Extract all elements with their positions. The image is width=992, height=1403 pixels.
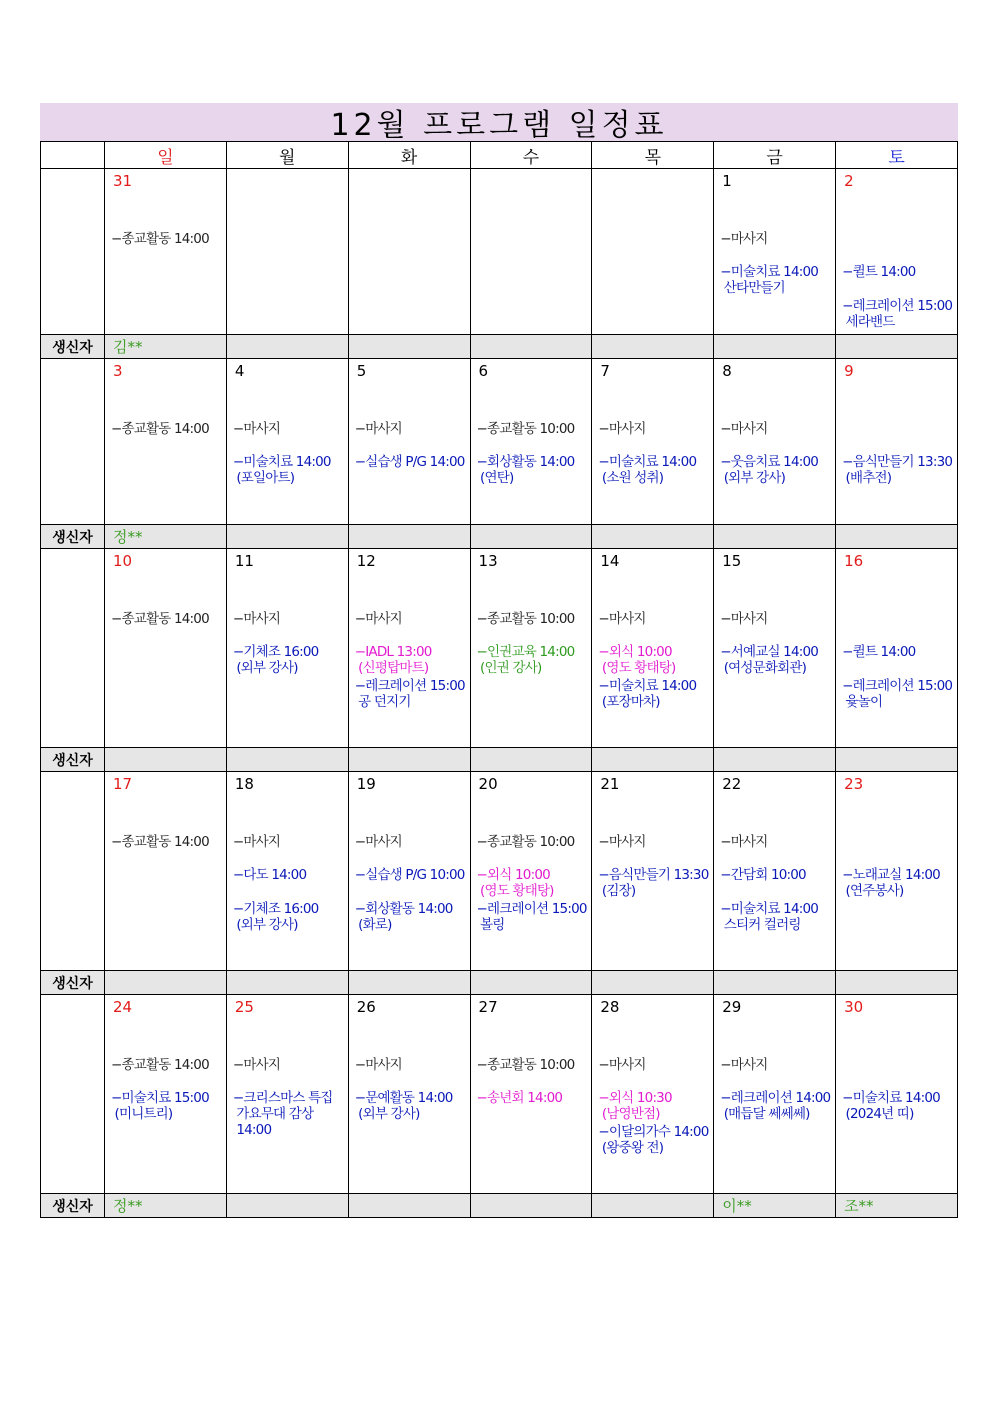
birthday-row	[41, 1194, 958, 1218]
week-label-cell	[41, 772, 105, 971]
birthday-cell	[226, 971, 348, 995]
page-title: 12월 프로그램 일정표	[40, 103, 958, 141]
event-item: −마사지	[232, 1057, 281, 1073]
birthday-cell	[714, 971, 836, 995]
day-cell	[226, 995, 348, 1194]
birthday-name: 김**	[113, 338, 143, 356]
day-number: 9	[844, 362, 854, 380]
day-number: 20	[478, 775, 498, 793]
day-cell	[348, 549, 470, 748]
birthday-cell	[714, 525, 836, 549]
event-item: −외식 10:30 (남영반점)	[598, 1090, 672, 1122]
day-cell	[105, 169, 227, 335]
birthday-label: 생신자	[41, 748, 105, 772]
day-cell	[105, 995, 227, 1194]
day-number: 12	[356, 552, 376, 570]
event-item: −마사지	[720, 231, 768, 247]
day-cell	[592, 359, 714, 525]
day-number: 26	[356, 998, 376, 1016]
birthday-name	[836, 528, 844, 546]
event-item: −종교활동 10:00	[476, 611, 575, 627]
day-cell	[592, 772, 714, 971]
day-cell	[714, 359, 836, 525]
event-item: −마사지	[598, 421, 646, 437]
event-item: −외식 10:00 (영도 황태탕)	[476, 867, 554, 899]
weekday-fri: 금	[714, 142, 836, 169]
day-number: 11	[234, 552, 254, 570]
event-item: −웃음치료 14:00 (외부 강사)	[720, 454, 819, 486]
event-item: −마사지	[720, 611, 768, 627]
day-number: 25	[234, 998, 254, 1016]
event-item: −인권교육 14:00 (인권 강사)	[476, 644, 575, 676]
weekday-tue: 화	[348, 142, 470, 169]
week-row	[41, 772, 958, 971]
day-cell	[714, 169, 836, 335]
weekday-mon: 월	[226, 142, 348, 169]
day-cell	[592, 549, 714, 748]
day-number: 3	[113, 362, 123, 380]
day-cell	[470, 772, 592, 971]
birthday-cell	[105, 335, 227, 359]
event-item: −레크레이션 15:00 공 던지기	[354, 678, 465, 710]
event-item: −기체조 16:00 (외부 강사)	[232, 901, 319, 933]
day-number: 6	[478, 362, 489, 380]
event-item: −송년회 14:00	[476, 1090, 563, 1106]
birthday-cell	[105, 525, 227, 549]
weekday-sun: 일	[105, 142, 227, 169]
birthday-name	[105, 751, 113, 769]
day-cell	[105, 359, 227, 525]
birthday-name	[227, 528, 235, 546]
day-number: 30	[844, 998, 864, 1016]
birthday-name	[105, 974, 113, 992]
birthday-cell	[348, 1194, 470, 1218]
event-item: −종교활동 14:00	[111, 611, 209, 627]
birthday-name	[349, 1197, 357, 1215]
birthday-cell	[470, 1194, 592, 1218]
day-number: 13	[478, 552, 498, 570]
day-cell	[714, 995, 836, 1194]
event-item: −레크레이션 14:00 (매듭달 쎄쎄쎄)	[720, 1090, 831, 1122]
birthday-name	[714, 528, 722, 546]
day-number: 2	[844, 172, 854, 190]
day-cell	[105, 772, 227, 971]
birthday-name	[227, 1197, 235, 1215]
day-cell	[836, 772, 958, 971]
day-cell	[226, 359, 348, 525]
day-cell	[592, 995, 714, 1194]
birthday-name	[592, 338, 600, 356]
week-label-cell	[41, 359, 105, 525]
day-number: 15	[722, 552, 742, 570]
event-item: −실습생 P/G 10:00	[354, 867, 465, 883]
event-item: −크리스마스 특집 가요무대 감상 14:00	[232, 1090, 333, 1138]
birthday-name	[349, 338, 357, 356]
birthday-cell	[105, 748, 227, 772]
birthday-cell	[105, 971, 227, 995]
day-number: 5	[356, 362, 367, 380]
birthday-name	[836, 338, 844, 356]
birthday-cell	[226, 1194, 348, 1218]
event-item: −마사지	[598, 611, 646, 627]
event-item: −종교활동 10:00	[476, 1057, 575, 1073]
event-item: −마사지	[720, 421, 768, 437]
week-row	[41, 995, 958, 1194]
birthday-cell	[592, 971, 714, 995]
event-item: −미술치료 14:00 (포일아트)	[232, 454, 331, 486]
event-item: −마사지	[354, 1057, 402, 1073]
day-cell	[836, 995, 958, 1194]
event-item: −퀼트 14:00	[842, 644, 916, 660]
birthday-name	[714, 338, 722, 356]
day-number: 23	[844, 775, 864, 793]
birthday-cell	[226, 335, 348, 359]
birthday-cell	[470, 748, 592, 772]
event-item: −회상활동 14:00 (화로)	[354, 901, 453, 933]
birthday-name	[836, 751, 844, 769]
event-item: −마사지	[354, 834, 402, 850]
event-item: −마사지	[598, 1057, 646, 1073]
weekday-sat: 토	[836, 142, 958, 169]
header-blank	[41, 142, 105, 169]
birthday-cell	[592, 525, 714, 549]
week-label-cell	[41, 995, 105, 1194]
birthday-label: 생신자	[41, 525, 105, 549]
event-item: −노래교실 14:00 (연주봉사)	[842, 867, 940, 899]
event-item: −종교활동 10:00	[476, 834, 575, 850]
day-cell	[836, 359, 958, 525]
event-item: −이달의가수 14:00 (왕중왕 전)	[598, 1124, 709, 1156]
day-number: 17	[113, 775, 133, 793]
event-item: −서예교실 14:00 (여성문화회관)	[720, 644, 819, 676]
event-item: −간담회 10:00	[720, 867, 806, 883]
event-item: −종교활동 14:00	[111, 231, 209, 247]
event-item: −마사지	[354, 421, 402, 437]
day-cell	[714, 772, 836, 971]
birthday-label: 생신자	[41, 1194, 105, 1218]
day-cell	[470, 359, 592, 525]
day-cell	[348, 995, 470, 1194]
event-item: −IADL 13:00 (신평탑마트)	[354, 644, 432, 676]
birthday-name: 정**	[113, 528, 143, 546]
event-item: −마사지	[232, 834, 281, 850]
birthday-name	[471, 974, 479, 992]
birthday-row	[41, 748, 958, 772]
week-row	[41, 359, 958, 525]
day-number: 19	[356, 775, 376, 793]
day-number: 16	[844, 552, 864, 570]
day-cell	[105, 549, 227, 748]
birthday-cell	[836, 1194, 958, 1218]
birthday-name: 정**	[113, 1197, 143, 1215]
birthday-name	[471, 1197, 479, 1215]
day-cell	[470, 995, 592, 1194]
birthday-row	[41, 335, 958, 359]
day-cell	[592, 169, 714, 335]
day-number: 1	[722, 172, 732, 190]
week-label-cell	[41, 169, 105, 335]
day-number: 24	[113, 998, 133, 1016]
birthday-cell	[348, 748, 470, 772]
birthday-cell	[714, 1194, 836, 1218]
birthday-name	[227, 751, 235, 769]
birthday-cell	[105, 1194, 227, 1218]
day-cell	[470, 169, 592, 335]
event-item: −미술치료 14:00 스티커 컬러링	[720, 901, 819, 933]
event-item: −종교활동 14:00	[111, 421, 209, 437]
weekday-wed: 수	[470, 142, 592, 169]
birthday-name	[714, 751, 722, 769]
event-item: −실습생 P/G 14:00	[354, 454, 465, 470]
weekday-header-row	[41, 142, 958, 169]
birthday-name	[227, 338, 235, 356]
day-cell	[348, 169, 470, 335]
birthday-name	[836, 974, 844, 992]
birthday-name	[592, 1197, 600, 1215]
birthday-cell	[348, 971, 470, 995]
day-number: 8	[722, 362, 732, 380]
day-number: 21	[600, 775, 620, 793]
day-number: 10	[113, 552, 133, 570]
birthday-name	[471, 528, 479, 546]
event-item: −음식만들기 13:30 (김장)	[598, 867, 709, 899]
day-number: 7	[600, 362, 610, 380]
event-item: −종교활동 14:00	[111, 834, 209, 850]
birthday-cell	[226, 525, 348, 549]
birthday-name	[714, 974, 722, 992]
birthday-label: 생신자	[41, 971, 105, 995]
birthday-row	[41, 525, 958, 549]
event-item: −마사지	[598, 834, 646, 850]
day-cell	[226, 772, 348, 971]
day-number: 4	[234, 362, 245, 380]
event-item: −퀼트 14:00	[842, 264, 916, 280]
birthday-cell	[836, 335, 958, 359]
event-item: −외식 10:00 (영도 황태탕)	[598, 644, 676, 676]
birthday-cell	[348, 335, 470, 359]
event-item: −다도 14:00	[232, 867, 307, 883]
event-item: −마사지	[232, 421, 281, 437]
birthday-name	[349, 974, 357, 992]
event-item: −미술치료 15:00 (미니트리)	[111, 1090, 209, 1122]
birthday-name	[592, 528, 600, 546]
birthday-cell	[592, 335, 714, 359]
event-item: −마사지	[232, 611, 281, 627]
birthday-cell	[592, 1194, 714, 1218]
birthday-cell	[836, 971, 958, 995]
day-cell	[714, 549, 836, 748]
event-item: −미술치료 14:00 (2024년 띠)	[842, 1090, 940, 1122]
birthday-cell	[836, 525, 958, 549]
day-cell	[226, 169, 348, 335]
birthday-name	[471, 751, 479, 769]
birthday-cell	[836, 748, 958, 772]
birthday-cell	[470, 335, 592, 359]
event-item: −음식만들기 13:30 (배추전)	[842, 454, 953, 486]
birthday-name: 조**	[844, 1197, 874, 1215]
event-item: −문예활동 14:00 (외부 강사)	[354, 1090, 453, 1122]
birthday-cell	[714, 748, 836, 772]
event-item: −레크레이션 15:00 볼링	[476, 901, 587, 933]
day-cell	[470, 549, 592, 748]
day-number: 27	[478, 998, 498, 1016]
birthday-cell	[714, 335, 836, 359]
birthday-label: 생신자	[41, 335, 105, 359]
event-item: −레크레이션 15:00 세라밴드	[842, 298, 953, 330]
week-row	[41, 169, 958, 335]
day-cell	[836, 549, 958, 748]
birthday-name	[349, 751, 357, 769]
birthday-name	[592, 974, 600, 992]
birthday-name	[592, 751, 600, 769]
event-item: −종교활동 14:00	[111, 1057, 209, 1073]
event-item: −마사지	[720, 834, 768, 850]
week-row	[41, 549, 958, 748]
weekday-thu: 목	[592, 142, 714, 169]
event-item: −미술치료 14:00 (포장마차)	[598, 678, 697, 710]
event-item: −종교활동 10:00	[476, 421, 575, 437]
birthday-name	[471, 338, 479, 356]
birthday-cell	[226, 748, 348, 772]
event-item: −기체조 16:00 (외부 강사)	[232, 644, 319, 676]
day-number: 18	[234, 775, 254, 793]
day-number: 28	[600, 998, 620, 1016]
calendar-table	[40, 141, 958, 1218]
day-number: 31	[113, 172, 133, 190]
birthday-name	[227, 974, 235, 992]
event-item: −미술치료 14:00 (소원 성취)	[598, 454, 697, 486]
event-item: −레크레이션 15:00 윷놀이	[842, 678, 953, 710]
day-number: 22	[722, 775, 742, 793]
day-cell	[348, 772, 470, 971]
birthday-row	[41, 971, 958, 995]
birthday-cell	[348, 525, 470, 549]
day-cell	[836, 169, 958, 335]
event-item: −마사지	[720, 1057, 768, 1073]
day-number: 29	[722, 998, 742, 1016]
event-item: −미술치료 14:00 산타만들기	[720, 264, 819, 296]
birthday-name: 이**	[722, 1197, 752, 1215]
day-cell	[348, 359, 470, 525]
birthday-cell	[470, 971, 592, 995]
day-cell	[226, 549, 348, 748]
event-item: −마사지	[354, 611, 402, 627]
day-number: 14	[600, 552, 620, 570]
birthday-cell	[470, 525, 592, 549]
birthday-name	[349, 528, 357, 546]
birthday-cell	[592, 748, 714, 772]
event-item: −회상활동 14:00 (연탄)	[476, 454, 575, 486]
week-label-cell	[41, 549, 105, 748]
